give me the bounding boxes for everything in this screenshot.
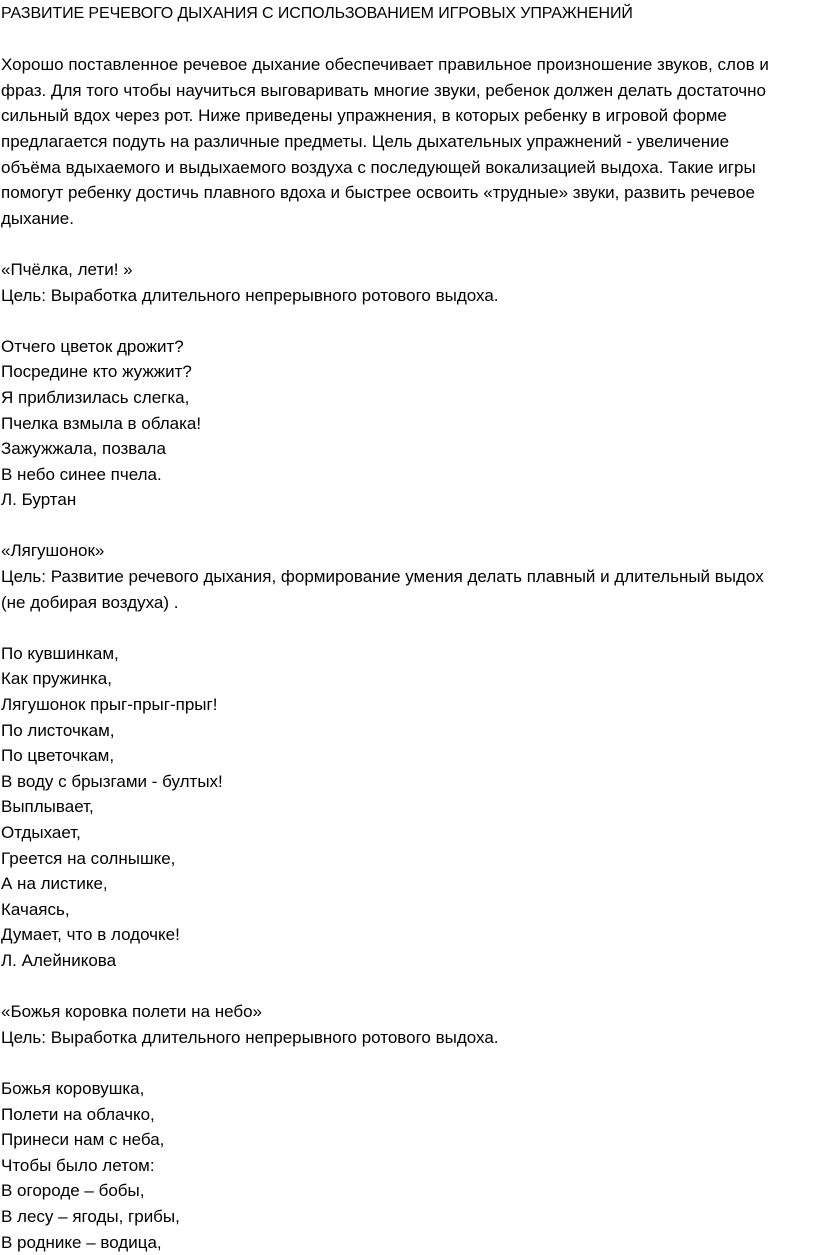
poem-line: В воду с брызгами - бултых! [1,769,792,795]
poem-line: В роднике – водица, [1,1230,792,1255]
exercise-section [1,999,792,1255]
poem-line: По кувшинкам, [1,641,792,667]
exercise-goal: Цель: Выработка длительного непрерывного ротового выдоха. [1,283,792,309]
poem-line: В огороде – бобы, [1,1178,792,1204]
poem-line: Я приблизилась слегка, [1,385,792,411]
exercise-goal: Цель: Выработка длительного непрерывного ротового выдоха. [1,1025,792,1051]
poem [1,334,792,513]
poem-line: Посредине кто жужжит? [1,359,792,385]
poem-line: Полети на облачко, [1,1102,792,1128]
poem-line: В лесу – ягоды, грибы, [1,1204,792,1230]
poem-line: Отдыхает, [1,820,792,846]
poem-line: По листочкам, [1,718,792,744]
poem-author: Л. Алейникова [1,948,792,974]
document-title: РАЗВИТИЕ РЕЧЕВОГО ДЫХАНИЯ С ИСПОЛЬЗОВАНИЕМ ИГРОВЫХ УПРАЖНЕНИЙ [1,1,792,27]
exercise-name: «Божья коровка полети на небо» [1,999,792,1025]
poem-author: Л. Буртан [1,487,792,513]
exercise-name: «Лягушонок» [1,538,792,564]
poem-line: Зажужжала, позвала [1,436,792,462]
poem-line: Пчелка взмыла в облака! [1,411,792,437]
intro-paragraph: Хорошо поставленное речевое дыхание обеспечивает правильное произношение звуков, слов и фраз. Для того чтобы научиться выговаривать многие звуки, ребенок должен делать достаточно сильный вдох через рот. Ниже приведены упражнения, в которых ребенку в игровой форме предлагается подуть на различные предметы. Цель дыхательных упражнений - увеличение объёма вдыхаемого и выдыхаемого воздуха с последующей вокализацией выдоха. Такие игры помогут ребенку достичь плавного вдоха и быстрее освоить «трудные» звуки, развить речевое дыхание. [1,52,792,231]
poem-line: Лягушонок прыг-прыг-прыг! [1,692,792,718]
poem-line: Думает, что в лодочке! [1,922,792,948]
poem-line: В небо синее пчела. [1,462,792,488]
poem-line: По цветочкам, [1,743,792,769]
poem-line: Выплывает, [1,794,792,820]
poem [1,1076,792,1255]
exercise-name: «Пчёлка, лети! » [1,257,792,283]
poem-line: Принеси нам с неба, [1,1127,792,1153]
poem-line: Божья коровушка, [1,1076,792,1102]
exercise-section [1,257,792,513]
poem-line: Отчего цветок дрожит? [1,334,792,360]
exercise-section [1,538,792,973]
poem-line: Греется на солнышке, [1,846,792,872]
poem-line: Чтобы было летом: [1,1153,792,1179]
poem-line: Качаясь, [1,897,792,923]
poem-line: Как пружинка, [1,666,792,692]
poem [1,641,792,974]
poem-line: А на листике, [1,871,792,897]
document-page [0,1,816,1242]
exercise-goal: Цель: Развитие речевого дыхания, формирование умения делать плавный и длительный выдох (не добирая воздуха) . [1,564,792,615]
